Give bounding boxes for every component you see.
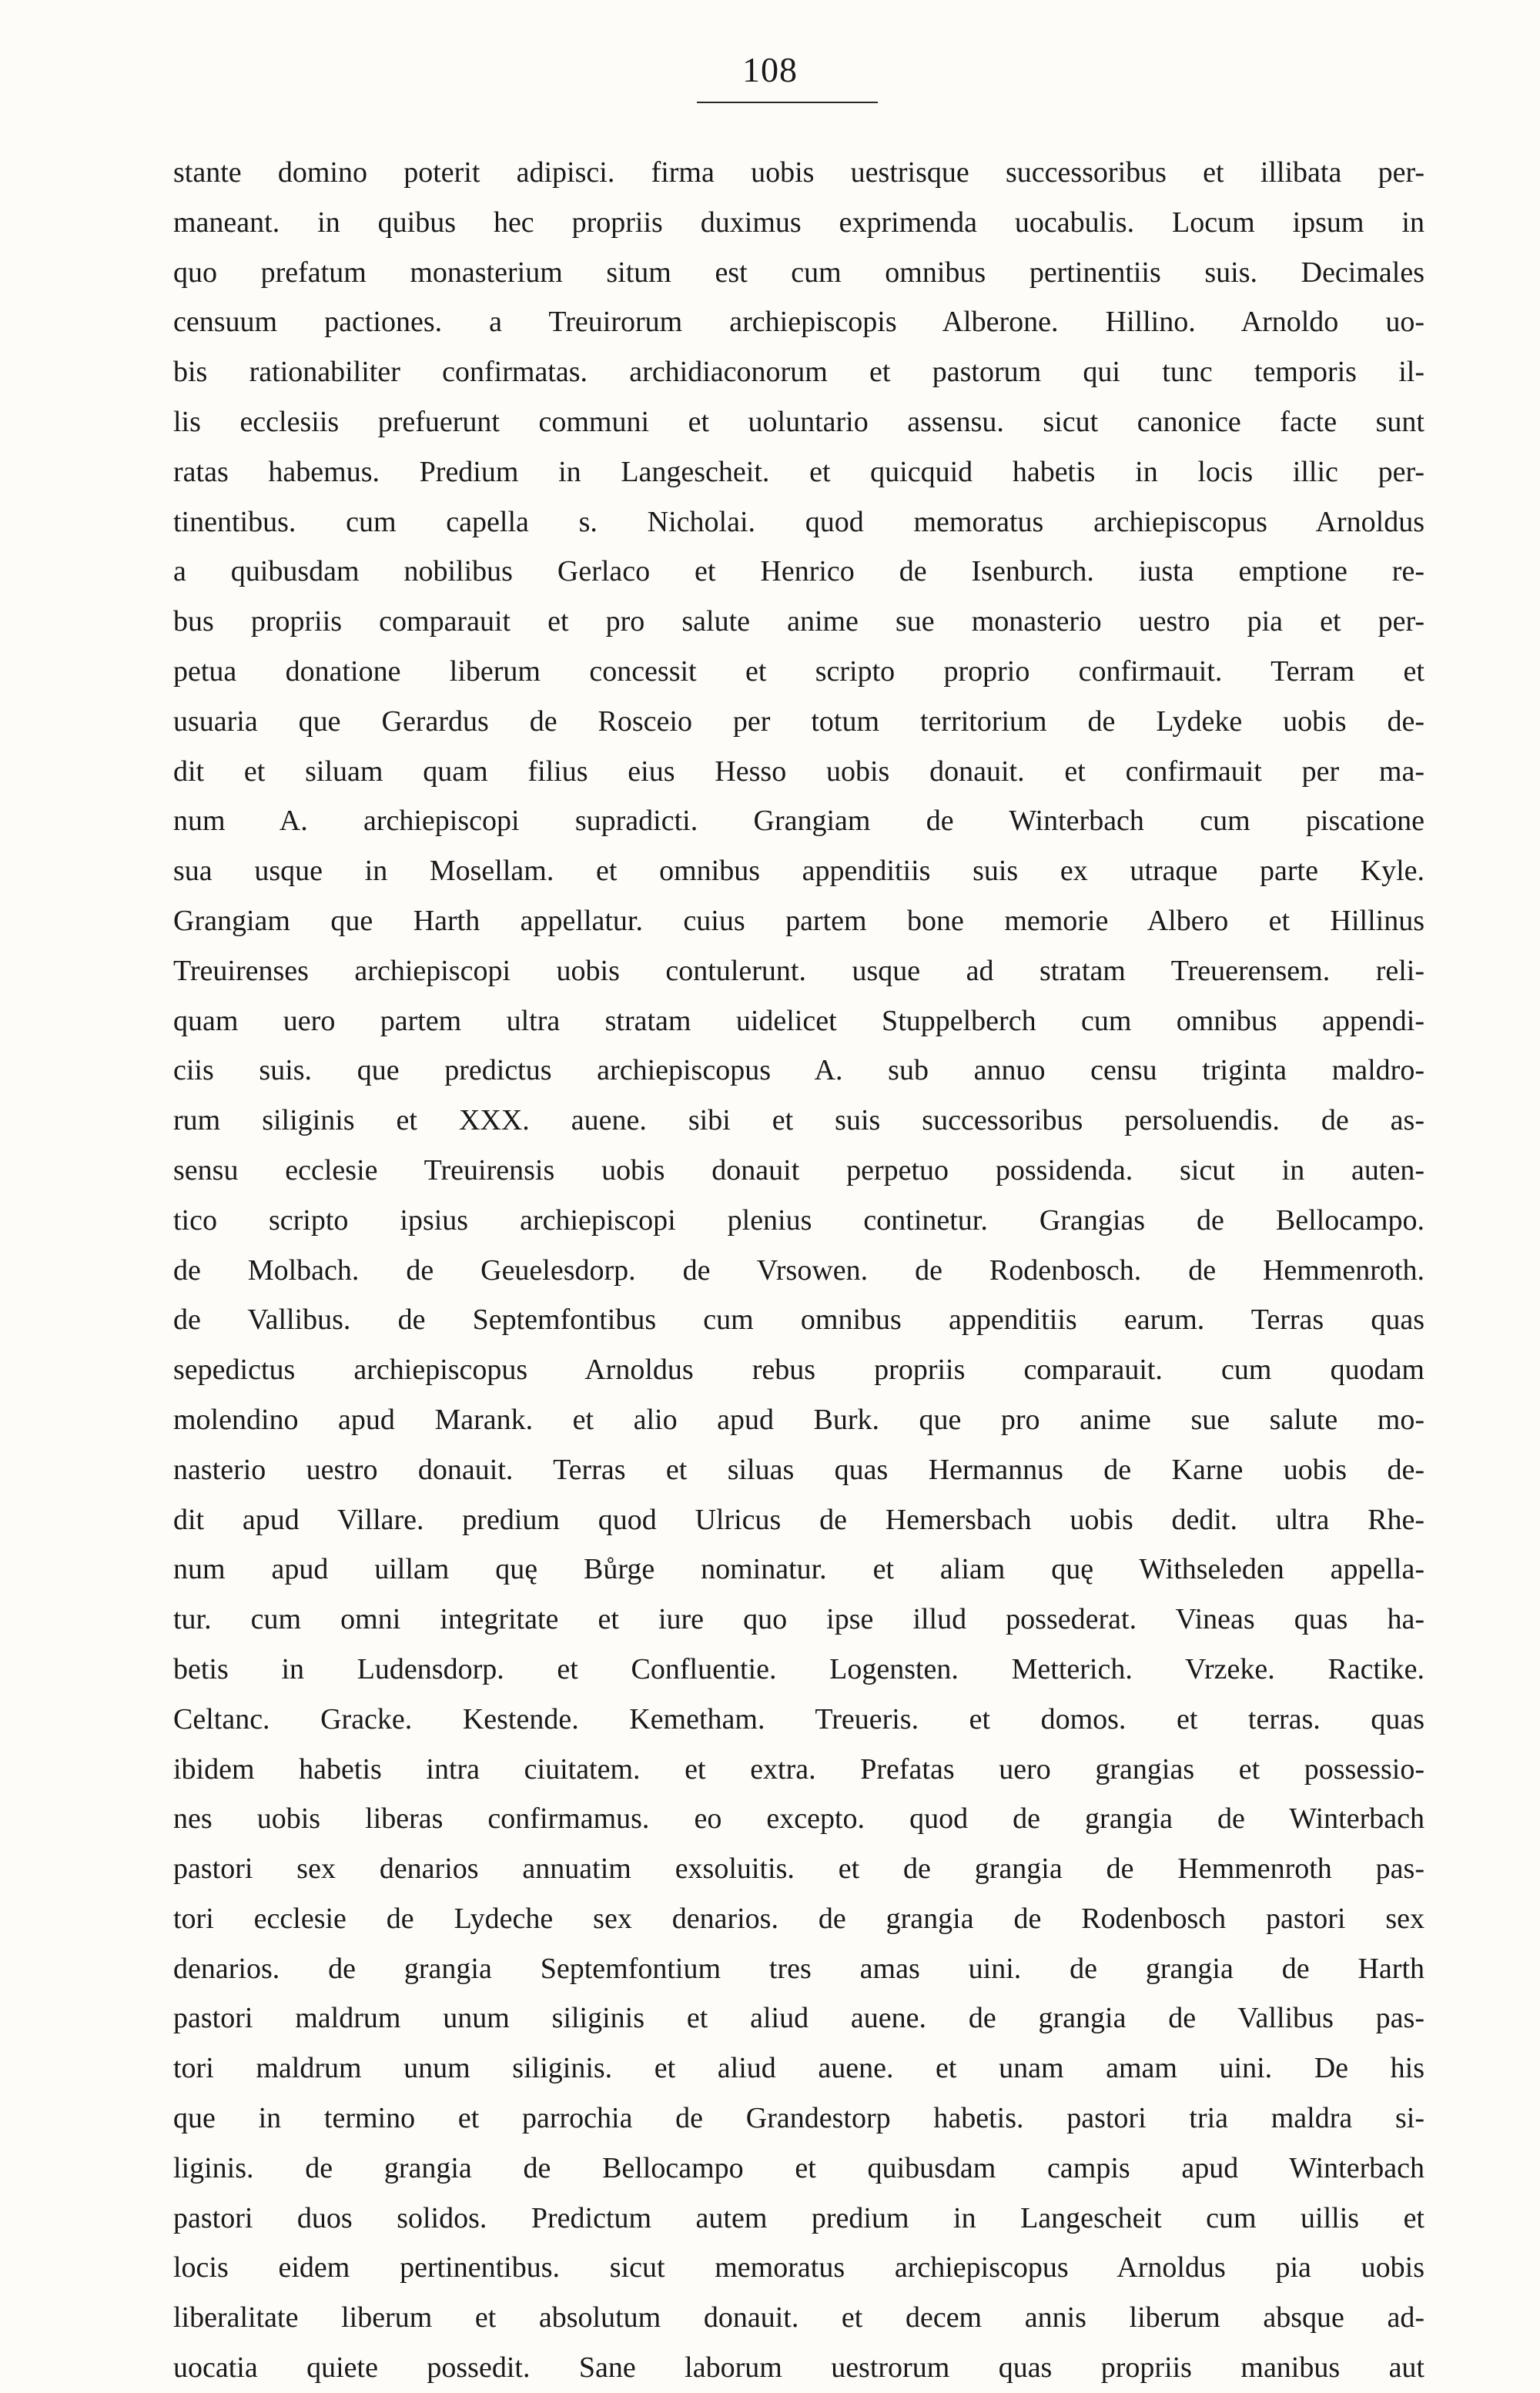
text-line: quo prefatum monasterium situm est cum omnibus pertinentiis suis. Decimales (173, 256, 1424, 289)
text-line: molendino apud Marank. et alio apud Burk. que pro anime sue salute mo- (173, 1403, 1424, 1436)
header-rule (697, 102, 878, 103)
text-line: denarios. de grangia Septemfontium tres amas uini. de grangia de Harth (173, 1952, 1424, 1985)
text-line: Treuirenses archiepiscopi uobis contulerunt. usque ad stratam Treuerensem. reli- (173, 954, 1424, 987)
text-line: Celtanc. Gracke. Kestende. Kemetham. Treueris. et domos. et terras. quas (173, 1702, 1424, 1735)
text-line: de Vallibus. de Septemfontibus cum omnibus appenditiis earum. Terras quas (173, 1304, 1424, 1337)
text-line: de Molbach. de Geuelesdorp. de Vrsowen. de Rodenbosch. de Hemmenroth. (173, 1253, 1424, 1287)
text-line: quam uero partem ultra stratam uidelicet Stuppelberch cum omnibus appendi- (173, 1004, 1424, 1037)
text-line: maneant. in quibus hec propriis duximus exprimenda uocabulis. Locum ipsum in (173, 206, 1424, 239)
text-line: tinentibus. cum capella s. Nicholai. quod memoratus archiepiscopus Arnoldus (173, 505, 1424, 538)
text-line: lis ecclesiis prefuerunt communi et uoluntario assensu. sicut canonice facte sunt (173, 405, 1424, 438)
text-line: liginis. de grangia de Bellocampo et quibusdam campis apud Winterbach (173, 2151, 1424, 2184)
text-line: bis rationabiliter confirmatas. archidiaconorum et pastorum qui tunc temporis il- (173, 356, 1424, 389)
text-line: liberalitate liberum et absolutum donauit. et decem annis liberum absque ad- (173, 2301, 1424, 2334)
text-line: pastori sex denarios annuatim exsoluitis. et de grangia de Hemmenroth pas- (173, 1852, 1424, 1886)
text-line: stante domino poterit adipisci. firma uobis uestrisque successoribus et illibata per- (173, 156, 1424, 189)
text-line: tico scripto ipsius archiepiscopi plenius continetur. Grangias de Bellocampo. (173, 1203, 1424, 1237)
text-line: rum siliginis et XXX. auene. sibi et suis successoribus persoluendis. de as- (173, 1104, 1424, 1137)
text-line: usuaria que Gerardus de Rosceio per totum territorium de Lydeke uobis de- (173, 705, 1424, 738)
text-line: dit apud Villare. predium quod Ulricus de Hemersbach uobis dedit. ultra Rhe- (173, 1503, 1424, 1536)
text-line: ratas habemus. Predium in Langescheit. et quicquid habetis in locis illic per- (173, 455, 1424, 488)
text-line: a quibusdam nobilibus Gerlaco et Henrico de Isenburch. iusta emptione re- (173, 555, 1424, 588)
text-line: que in termino et parrochia de Grandestorp habetis. pastori tria maldra si- (173, 2102, 1424, 2135)
text-line: num A. archiepiscopi supradicti. Grangiam de Winterbach cum piscatione (173, 805, 1424, 838)
text-line: pastori duos solidos. Predictum autem predium in Langescheit cum uillis et (173, 2201, 1424, 2234)
text-line: nes uobis liberas confirmamus. eo excepto. quod de grangia de Winterbach (173, 1802, 1424, 1836)
text-line: pastori maldrum unum siliginis et aliud auene. de grangia de Vallibus pas- (173, 2002, 1424, 2035)
text-line: locis eidem pertinentibus. sicut memoratus archiepiscopus Arnoldus pia uobis (173, 2251, 1424, 2284)
text-line: nasterio uestro donauit. Terras et siluas quas Hermannus de Karne uobis de- (173, 1453, 1424, 1486)
text-line: ibidem habetis intra ciuitatem. et extra. Prefatas uero grangias et possessio- (173, 1752, 1424, 1786)
text-line: sepedictus archiepiscopus Arnoldus rebus propriis comparauit. cum quodam (173, 1354, 1424, 1387)
text-line: tori ecclesie de Lydeche sex denarios. de grangia de Rodenbosch pastori sex (173, 1902, 1424, 1935)
text-line: Grangiam que Harth appellatur. cuius partem bone memorie Albero et Hillinus (173, 904, 1424, 937)
text-line: ciis suis. que predictus archiepiscopus A. sub annuo censu triginta maldro- (173, 1054, 1424, 1087)
text-line: betis in Ludensdorp. et Confluentie. Logensten. Metterich. Vrzeke. Ractike. (173, 1652, 1424, 1685)
text-line: petua donatione liberum concessit et scripto proprio confirmauit. Terram et (173, 654, 1424, 688)
text-line: bus propriis comparauit et pro salute anime sue monasterio uestro pia et per- (173, 605, 1424, 638)
charter-text (173, 148, 1424, 2393)
text-line: sua usque in Mosellam. et omnibus appenditiis suis ex utraque parte Kyle. (173, 855, 1424, 888)
text-line: uocatia quiete possedit. Sane laborum uestrorum quas propriis manibus aut (173, 2351, 1424, 2385)
text-line: num apud uillam quę Bůrge nominatur. et aliam quę Withseleden appella- (173, 1553, 1424, 1586)
text-line: censuum pactiones. a Treuirorum archiepiscopis Alberone. Hillino. Arnoldo uo- (173, 306, 1424, 339)
text-line: dit et siluam quam filius eius Hesso uobis donauit. et confirmauit per ma- (173, 755, 1424, 788)
page-number: 108 (742, 50, 798, 89)
text-line: sensu ecclesie Treuirensis uobis donauit perpetuo possidenda. sicut in auten- (173, 1153, 1424, 1186)
text-line: tur. cum omni integritate et iure quo ipse illud possederat. Vineas quas ha- (173, 1603, 1424, 1636)
text-line: tori maldrum unum siliginis. et aliud auene. et unam amam uini. De his (173, 2052, 1424, 2085)
